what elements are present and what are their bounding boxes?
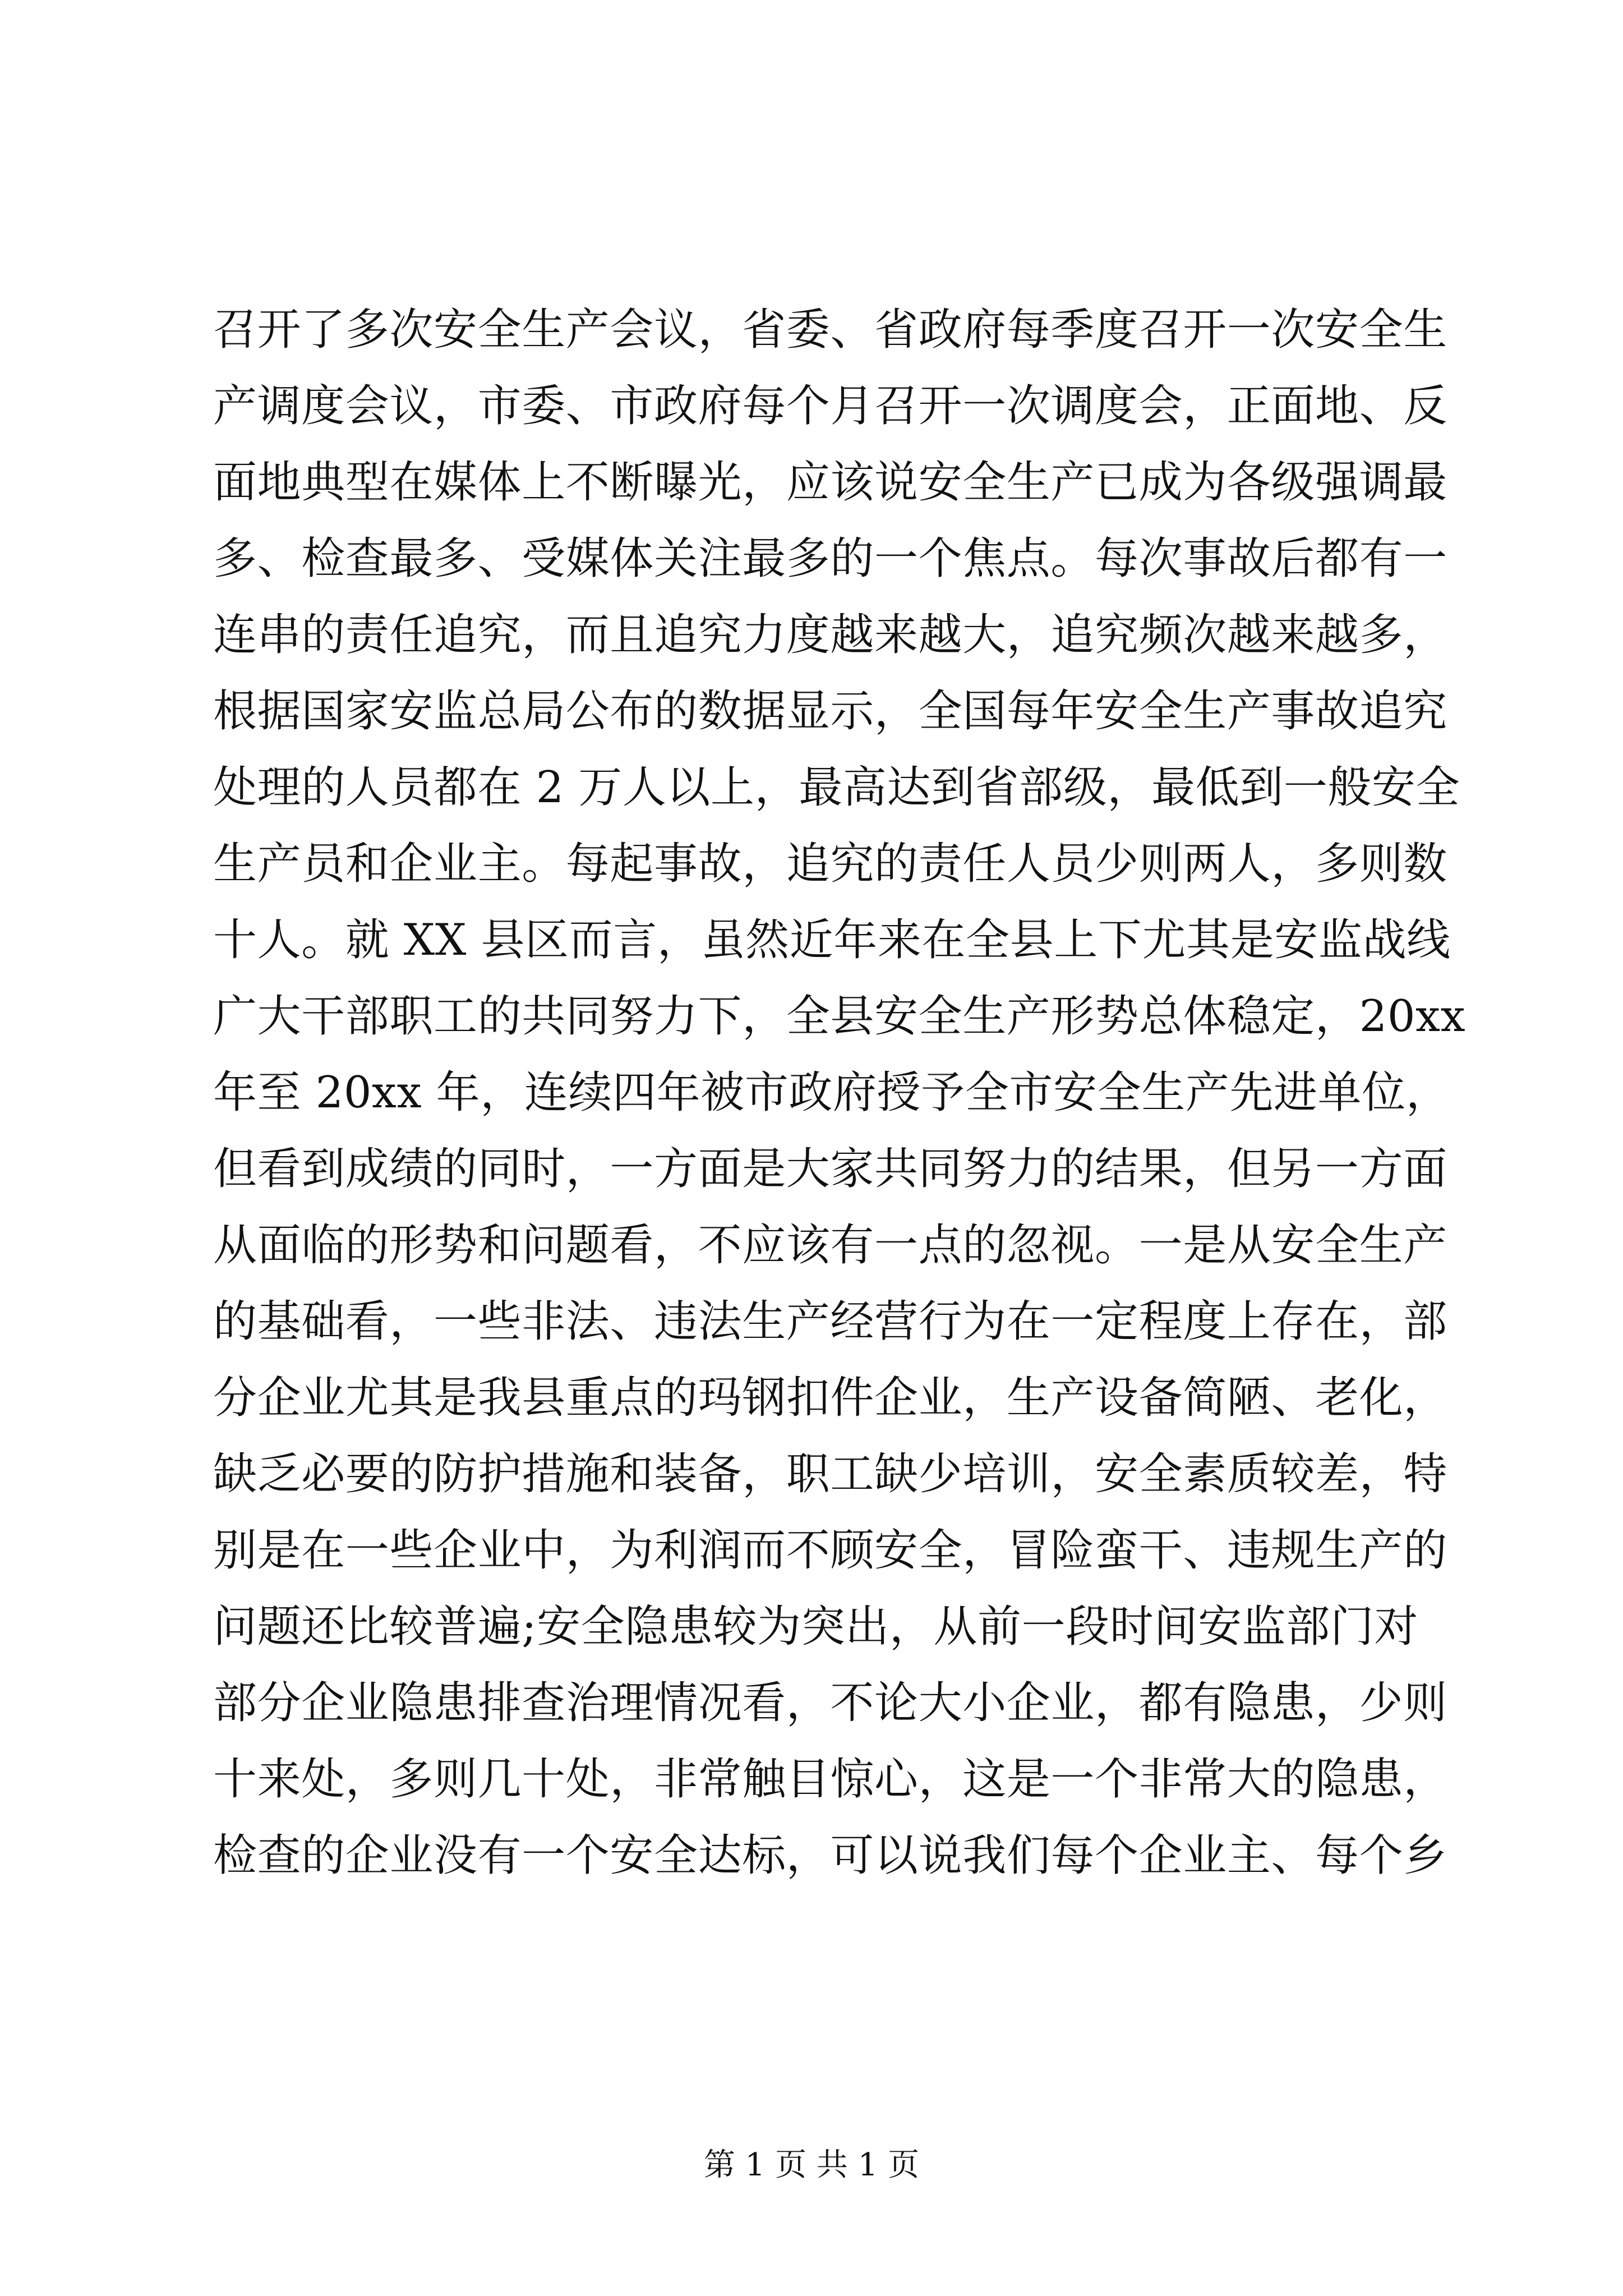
text-line: 召开了多次安全生产会议，省委、省政府每季度召开一次安全生 bbox=[213, 305, 1447, 355]
text-line: 根据国家安监总局公布的数据显示，全国每年安全生产事故追究 bbox=[213, 686, 1447, 737]
text-line: 连串的责任追究，而且追究力度越来越大，追究频次越来越多， bbox=[213, 610, 1447, 660]
page-number-label: 第 1 页 共 1 页 bbox=[703, 2147, 920, 2183]
text-line: 多、检查最多、受媒体关注最多的一个焦点。每次事故后都有一 bbox=[213, 533, 1447, 584]
text-line: 年至 20xx 年，连续四年被市政府授予全市安全生产先进单位， bbox=[213, 1068, 1450, 1118]
text-line: 广大干部职工的共同努力下，全县安全生产形势总体稳定，20xx bbox=[213, 991, 1466, 1042]
page-footer bbox=[0, 2143, 1623, 2188]
text-line: 十人。就 XX 县区而言，虽然近年来在全县上下尤其是安监战线 bbox=[213, 915, 1451, 965]
text-line: 检查的企业没有一个安全达标，可以说我们每个企业主、每个乡 bbox=[213, 1830, 1447, 1881]
text-line: 别是在一些企业中，为利润而不顾安全，冒险蛮干、违规生产的 bbox=[213, 1525, 1447, 1576]
text-line: 产调度会议，市委、市政府每个月召开一次调度会，正面地、反 bbox=[213, 381, 1447, 431]
text-line: 缺乏必要的防护措施和装备，职工缺少培训，安全素质较差，特 bbox=[213, 1449, 1447, 1499]
text-line: 的基础看，一些非法、违法生产经营行为在一定程度上存在，部 bbox=[213, 1296, 1447, 1347]
text-line: 问题还比较普遍;安全隐患较为突出，从前一段时间安监部门对 bbox=[213, 1602, 1419, 1652]
text-line: 分企业尤其是我县重点的玛钢扣件企业，生产设备简陋、老化， bbox=[213, 1373, 1447, 1423]
text-line: 面地典型在媒体上不断曝光，应该说安全生产已成为各级强调最 bbox=[213, 457, 1447, 508]
text-line: 处理的人员都在 2 万人以上，最高达到省部级，最低到一般安全 bbox=[213, 762, 1460, 813]
text-line: 但看到成绩的同时，一方面是大家共同努力的结果，但另一方面 bbox=[213, 1144, 1447, 1194]
text-line: 生产员和企业主。每起事故，追究的责任人员少则两人，多则数 bbox=[213, 839, 1447, 889]
text-line: 十来处，多则几十处，非常触目惊心，这是一个非常大的隐患， bbox=[213, 1754, 1447, 1805]
text-line: 从面临的形势和问题看，不应该有一点的忽视。一是从安全生产 bbox=[213, 1220, 1447, 1271]
body-text bbox=[213, 292, 1466, 1894]
text-line: 部分企业隐患排查治理情况看，不论大小企业，都有隐患，少则 bbox=[213, 1678, 1447, 1728]
